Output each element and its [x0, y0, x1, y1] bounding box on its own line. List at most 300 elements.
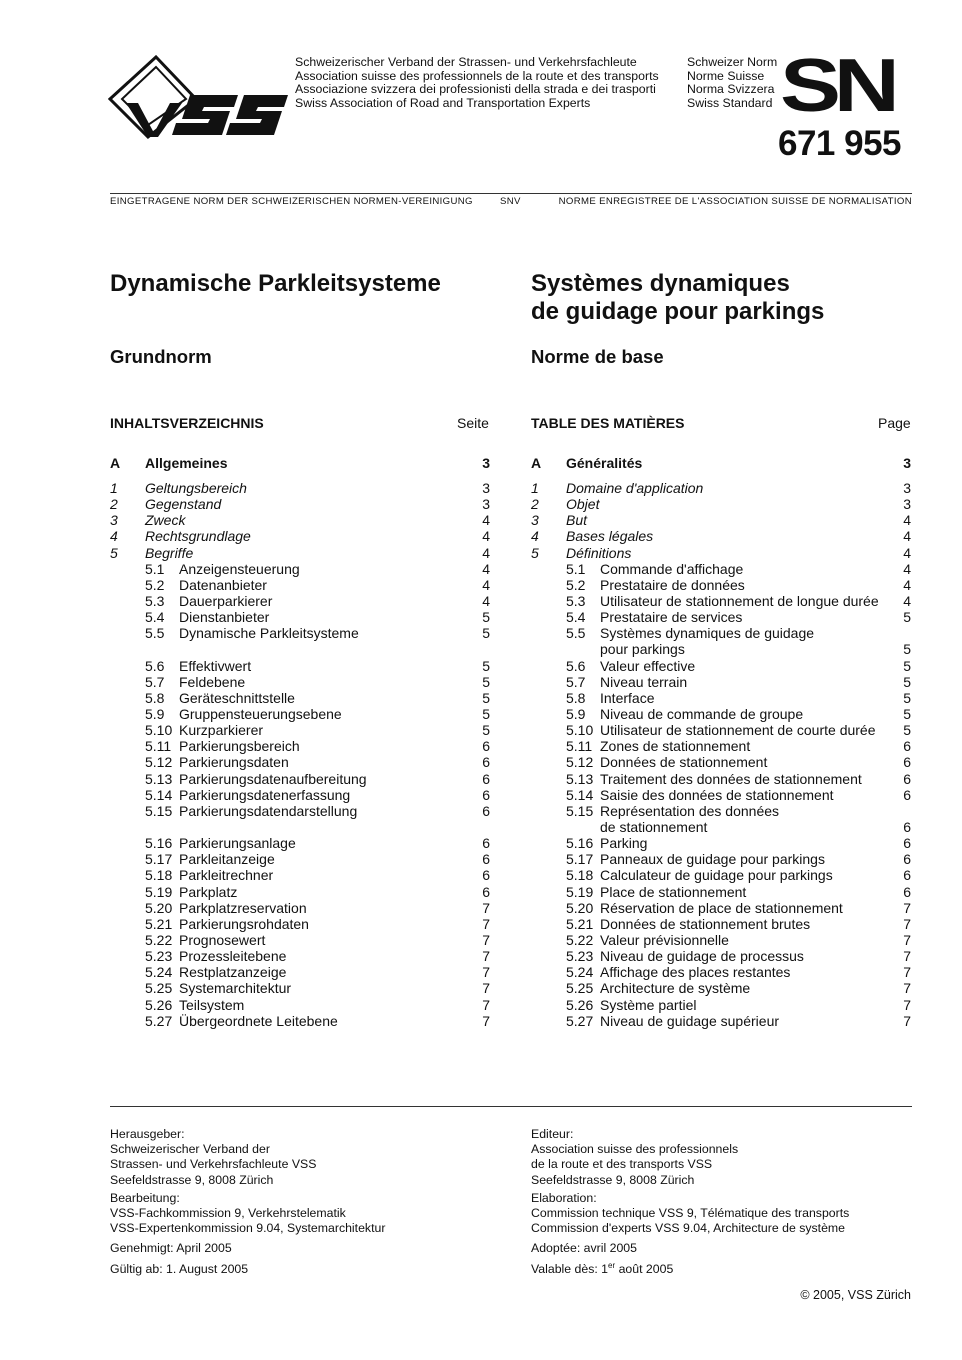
toc-item-title: Zweck: [145, 512, 186, 529]
toc-subitem-page: 6: [482, 770, 490, 787]
toc-item-page: 4: [903, 528, 911, 545]
validity-prefix: Valable dès: 1: [531, 1261, 609, 1276]
toc-subitem: [110, 997, 490, 1013]
toc-subitem-title: Valeur effective: [600, 657, 696, 674]
toc-subitem-page: 5: [903, 657, 911, 674]
footer-fr: [531, 1127, 849, 1277]
toc-subitem: [110, 1013, 490, 1029]
standard-number: 671 955: [778, 124, 902, 163]
toc-subitem-number: 5.16: [145, 835, 173, 852]
toc-subitem-page: 6: [903, 835, 911, 852]
toc-subitem-title: Architecture de système: [600, 980, 751, 997]
toc-subitem-title: Parkierungsdatenerfassung: [179, 786, 351, 803]
org-line-fr: Association suisse des professionnels de la route et des transports: [295, 68, 659, 83]
validity-superscript: er: [608, 1260, 616, 1270]
toc-subitem: [531, 835, 911, 851]
toc-item-number: 3: [110, 512, 118, 529]
toc-subitem-page: 5: [482, 673, 490, 690]
toc-subitem-title: pour parkings: [600, 641, 685, 658]
toc-section-title: Allgemeines: [145, 455, 228, 471]
toc-subitem-number: 5.5: [566, 625, 586, 642]
toc-subitem-number: 5.12: [145, 754, 173, 771]
toc-subitem-title: Prognosewert: [179, 931, 266, 948]
toc-subitem: [110, 674, 490, 690]
toc-section-letter: A: [531, 455, 542, 471]
toc-item: [110, 545, 490, 561]
toc-subitem-number: 5.4: [566, 609, 586, 626]
toc-subitem-title: Dynamische Parkleitsysteme: [179, 625, 359, 642]
toc-subitem: [531, 884, 911, 900]
toc-subitem-title: Geräteschnittstelle: [179, 689, 295, 706]
toc-subitem-page: 7: [903, 1012, 911, 1029]
toc-item: [531, 528, 911, 544]
toc-subitem-number: 5.26: [145, 996, 173, 1013]
toc-subitem: [110, 980, 490, 996]
toc-subitem: [531, 900, 911, 916]
toc-subitem: [531, 577, 911, 593]
toc-subitem: [531, 771, 911, 787]
toc-subitem: [531, 803, 911, 819]
toc-subitem-number: 5.24: [145, 964, 173, 981]
toc-item-title: Bases légales: [566, 528, 654, 545]
toc-subitem: [110, 754, 490, 770]
toc-subitem-page: 6: [903, 770, 911, 787]
toc-subitem: [531, 690, 911, 706]
toc-subitem-number: 5.13: [145, 770, 173, 787]
toc-subitem-title: Parkierungsanlage: [179, 835, 296, 852]
toc-item-page: 3: [903, 496, 911, 513]
toc-subitem: [531, 609, 911, 625]
toc-subitem: [531, 787, 911, 803]
toc-subitem-page: 7: [903, 931, 911, 948]
toc-subitem: [110, 625, 490, 641]
registration-snv: SNV: [500, 196, 521, 207]
toc-item: [531, 480, 911, 496]
org-line-it: Associazione svizzera dei professionisti della strada e dei trasporti: [295, 82, 656, 97]
toc-subitem: [110, 916, 490, 932]
toc-subitem-title: Systemarchitektur: [179, 980, 292, 997]
toc-section-page: 3: [482, 455, 490, 471]
toc-subitem-number: 5.25: [566, 980, 594, 997]
toc-subitem-page: 6: [903, 851, 911, 868]
toc-subitem-number: 5.20: [145, 899, 173, 916]
vss-logo: [108, 55, 288, 140]
toc-subitem-page: 7: [482, 915, 490, 932]
toc-subitem-page: 7: [482, 1012, 490, 1029]
toc-subitem-number: 5.1: [566, 560, 586, 577]
sn-logo: SN: [780, 43, 893, 127]
toc-item-page: 4: [482, 528, 490, 545]
toc-subitem-title: Données de stationnement: [600, 754, 768, 771]
toc-subitem: [110, 658, 490, 674]
toc-subitem-page: 4: [482, 576, 490, 593]
toc-subitem-page: 5: [482, 609, 490, 626]
toc-subitem-page: 6: [903, 883, 911, 900]
toc-subitem: [110, 561, 490, 577]
publisher-line: Association suisse des professionnels: [531, 1142, 739, 1157]
toc-subitem-number: 5.21: [566, 915, 594, 932]
toc-subitem-number: 5.14: [145, 786, 173, 803]
toc-subitem-number: 5.11: [145, 738, 172, 755]
toc-subitem-page: 7: [903, 980, 911, 997]
toc-page-heading-de: Seite: [457, 415, 489, 431]
toc-spacer: [110, 641, 490, 657]
toc-subitem: [531, 980, 911, 996]
toc-subitem-title: Parking: [600, 835, 648, 852]
norm-line-fr: Norme Suisse: [687, 68, 765, 83]
toc-subitem-title: Niveau de guidage de processus: [600, 948, 804, 965]
elaboration-line: Commission technique VSS 9, Télématique des transports: [531, 1206, 850, 1221]
toc-subitem-number: 5.22: [145, 931, 173, 948]
toc-subitem-page: 7: [903, 948, 911, 965]
toc-subitem-number: 5.13: [566, 770, 594, 787]
toc-subitem-title: Système partiel: [600, 996, 697, 1013]
toc-item-number: 3: [531, 512, 539, 529]
toc-subitem-title: Prozessleitebene: [179, 948, 287, 965]
org-line-en: Swiss Association of Road and Transportation Experts: [295, 95, 591, 110]
toc-subitem-page: 6: [482, 738, 490, 755]
toc-subitem-title: Parkplatzreservation: [179, 899, 307, 916]
toc-subitem-page: 6: [482, 851, 490, 868]
toc-subitem: [531, 658, 911, 674]
toc-item-number: 1: [110, 480, 118, 496]
toc-subitem: [110, 593, 490, 609]
toc-subitem-title: Zones de stationnement: [600, 738, 751, 755]
toc-subitem: [531, 706, 911, 722]
toc-subitem-title: Saisie des données de stationnement: [600, 786, 834, 803]
toc-item: [110, 496, 490, 512]
elaboration-line: VSS-Fachkommission 9, Verkehrstelematik: [110, 1206, 346, 1221]
toc-subitem-page: 6: [482, 754, 490, 771]
toc-subitem-number: 5.27: [566, 1012, 594, 1029]
toc-subitem-number: 5.17: [566, 851, 594, 868]
toc-subitem-title: Calculateur de guidage pour parkings: [600, 867, 833, 884]
toc-subitem-page: 7: [482, 980, 490, 997]
toc-section-letter: A: [110, 455, 121, 471]
toc-subitem-number: 5.1: [145, 560, 165, 577]
toc-subitem: [531, 1013, 911, 1029]
toc-subitem-title: Traitement des données de stationnement: [600, 770, 862, 787]
toc-subitem-title: Datenanbieter: [179, 576, 267, 593]
toc-subitem-title: Utilisateur de stationnement de courte durée: [600, 722, 876, 739]
toc-subitem-title: Niveau de guidage supérieur: [600, 1012, 780, 1029]
toc-subitem-title: Réservation de place de stationnement: [600, 899, 843, 916]
publisher-label: Editeur:: [531, 1127, 574, 1141]
toc-subitem-number: 5.5: [145, 625, 165, 642]
validity-date: [531, 1262, 849, 1277]
toc-subitem-continuation: [531, 819, 911, 835]
toc-subitem-title: Utilisateur de stationnement de longue durée: [600, 592, 879, 609]
toc-subitem: [110, 577, 490, 593]
toc-subitem-page: 6: [903, 818, 911, 835]
toc-subitem: [110, 803, 490, 819]
subtitle-de: Grundnorm: [110, 346, 212, 367]
toc-item-number: 4: [531, 528, 539, 545]
toc-item-title: Objet: [566, 496, 600, 513]
toc-section-row: [110, 455, 490, 480]
toc-subitem-number: 5.18: [145, 867, 173, 884]
toc-subitem-number: 5.14: [566, 786, 594, 803]
toc-subitem: [110, 867, 490, 883]
toc-subitem-page: 6: [903, 867, 911, 884]
toc-subitem-title: Représentation des données: [600, 802, 780, 819]
title-fr: [531, 270, 824, 326]
toc-subitem: [110, 722, 490, 738]
toc-item-number: 2: [110, 496, 118, 513]
toc-item-number: 5: [110, 544, 118, 561]
toc-subitem-number: 5.9: [566, 705, 586, 722]
toc-subitem: [531, 722, 911, 738]
toc-subitem-number: 5.15: [566, 802, 594, 819]
toc-subitem-title: Parkierungsbereich: [179, 738, 300, 755]
organisation-names: [295, 56, 659, 110]
toc-subitem-page: 4: [903, 576, 911, 593]
toc-subitem-page: 7: [482, 899, 490, 916]
adoption-date: Adoptée: avril 2005: [531, 1241, 637, 1256]
toc-subitem: [110, 932, 490, 948]
toc-subitem-title: Dauerparkierer: [179, 592, 273, 609]
toc-subitem-number: 5.23: [566, 948, 594, 965]
toc-subitem-title: Feldebene: [179, 673, 246, 690]
toc-subitem-title: Gruppensteuerungsebene: [179, 705, 342, 722]
toc-subitem: [110, 771, 490, 787]
toc-de: [110, 455, 490, 1029]
toc-item-title: Domaine d'application: [566, 480, 704, 496]
toc-item-number: 1: [531, 480, 539, 496]
toc-subitem-page: 5: [903, 689, 911, 706]
toc-item: [531, 512, 911, 528]
toc-subitem-title: Place de stationnement: [600, 883, 747, 900]
vss-logo-graphic: [108, 55, 288, 140]
toc-subitem-number: 5.2: [145, 576, 165, 593]
toc-section-title: Généralités: [566, 455, 643, 471]
toc-subitem-number: 5.21: [145, 915, 173, 932]
toc-subitem-title: Parkierungsdaten: [179, 754, 289, 771]
toc-subitem: [531, 851, 911, 867]
title-fr-line-1: Systèmes dynamiques: [531, 270, 790, 297]
toc-subitem-page: 6: [903, 786, 911, 803]
toc-subitem-title: Restplatzanzeige: [179, 964, 287, 981]
subtitle-fr: Norme de base: [531, 346, 664, 367]
toc-subitem-title: Anzeigensteuerung: [179, 560, 300, 577]
toc-subitem-title: Parkierungsrohdaten: [179, 915, 309, 932]
toc-subitem-page: 5: [482, 722, 490, 739]
toc-subitem-number: 5.27: [145, 1012, 173, 1029]
registration-de: EINGETRAGENE NORM DER SCHWEIZERISCHEN NORMEN-VEREINIGUNG: [110, 196, 473, 207]
toc-subitem-title: Systèmes dynamiques de guidage: [600, 625, 815, 642]
toc-subitem: [110, 690, 490, 706]
toc-subitem-page: 4: [482, 592, 490, 609]
norm-line-it: Norma Svizzera: [687, 82, 775, 97]
toc-subitem-page: 5: [903, 641, 911, 658]
toc-section-page: 3: [903, 455, 911, 471]
toc-subitem-page: 5: [903, 609, 911, 626]
approval-date: Genehmigt: April 2005: [110, 1241, 232, 1256]
toc-item: [531, 496, 911, 512]
toc-item-page: 4: [903, 544, 911, 561]
toc-subitem-page: 7: [482, 964, 490, 981]
toc-subitem-number: 5.2: [566, 576, 586, 593]
toc-subitem-page: 7: [903, 915, 911, 932]
toc-subitem: [110, 964, 490, 980]
registration-fr: NORME ENREGISTREE DE L'ASSOCIATION SUISSE DE NORMALISATION: [558, 196, 912, 207]
toc-subitem-page: 5: [903, 705, 911, 722]
toc-subitem: [110, 835, 490, 851]
toc-item-page: 4: [482, 544, 490, 561]
toc-subitem-page: 7: [482, 931, 490, 948]
toc-subitem-page: 5: [482, 705, 490, 722]
toc-item-number: 5: [531, 544, 539, 561]
toc-subitem: [531, 625, 911, 641]
toc-subitem-page: 4: [903, 592, 911, 609]
toc-subitem-page: 5: [903, 673, 911, 690]
elaboration-line: Commission d'experts VSS 9.04, Architecture de système: [531, 1221, 846, 1236]
toc-subitem-number: 5.3: [566, 592, 586, 609]
toc-subitem-title: de stationnement: [600, 818, 708, 835]
toc-item-title: Gegenstand: [145, 496, 222, 513]
title-fr-line-2: de guidage pour parkings: [531, 298, 825, 325]
toc-subitem-number: 5.25: [145, 980, 173, 997]
publisher-line: Seefeldstrasse 9, 8008 Zürich: [531, 1172, 695, 1187]
toc-subitem-title: Parkplatz: [179, 883, 238, 900]
toc-subitem-page: 5: [903, 722, 911, 739]
toc-subitem-number: 5.23: [145, 948, 173, 965]
publisher-label: Herausgeber:: [110, 1127, 185, 1141]
title-de: Dynamische Parkleitsysteme: [110, 270, 441, 297]
elaboration-label: Elaboration:: [531, 1190, 597, 1205]
toc-subitem-page: 7: [482, 948, 490, 965]
toc-item-number: 2: [531, 496, 539, 513]
toc-subitem-number: 5.8: [566, 689, 586, 706]
toc-subitem-page: 6: [482, 802, 490, 819]
toc-subitem-page: 7: [903, 964, 911, 981]
toc-subitem-page: 6: [482, 867, 490, 884]
toc-subitem-number: 5.19: [566, 883, 594, 900]
toc-subitem-number: 5.7: [145, 673, 165, 690]
toc-subitem-number: 5.4: [145, 609, 165, 626]
toc-subitem-number: 5.8: [145, 689, 165, 706]
toc-subitem-title: Panneaux de guidage pour parkings: [600, 851, 825, 868]
toc-subitem-title: Parkleitrechner: [179, 867, 274, 884]
toc-item-number: 4: [110, 528, 118, 545]
toc-subitem-title: Prestataire de données: [600, 576, 745, 593]
toc-subitem-page: 6: [482, 786, 490, 803]
validity-suffix: août 2005: [615, 1261, 674, 1276]
toc-subitem-title: Effektivwert: [179, 657, 252, 674]
toc-subitem-number: 5.10: [566, 722, 594, 739]
toc-fr: [531, 455, 911, 1029]
toc-subitem-page: 7: [903, 996, 911, 1013]
toc-subitem: [531, 674, 911, 690]
toc-subitem-number: 5.16: [566, 835, 594, 852]
toc-item: [531, 545, 911, 561]
toc-subitem-title: Interface: [600, 689, 655, 706]
toc-item-title: Geltungsbereich: [145, 480, 247, 496]
toc-subitem-number: 5.10: [145, 722, 173, 739]
toc-subitem-title: Parkierungsdatendarstellung: [179, 802, 358, 819]
toc-subitem-number: 5.26: [566, 996, 594, 1013]
toc-subitem-title: Niveau terrain: [600, 673, 688, 690]
toc-subitem-page: 7: [482, 996, 490, 1013]
toc-subitem-number: 5.9: [145, 705, 165, 722]
toc-subitem: [110, 851, 490, 867]
toc-subitem: [110, 948, 490, 964]
toc-item-title: But: [566, 512, 588, 529]
toc-subitem-number: 5.18: [566, 867, 594, 884]
norm-line-de: Schweizer Norm: [687, 55, 778, 69]
toc-subitem-title: Valeur prévisionnelle: [600, 931, 729, 948]
toc-subitem: [531, 593, 911, 609]
toc-subitem: [531, 916, 911, 932]
org-line-de: Schweizerischer Verband der Strassen- und Verkehrsfachleute: [295, 55, 637, 69]
toc-subitem-number: 5.15: [145, 802, 173, 819]
toc-item-page: 3: [482, 480, 490, 496]
toc-item-page: 4: [903, 512, 911, 529]
toc-subitem: [110, 706, 490, 722]
toc-subitem-number: 5.3: [145, 592, 165, 609]
elaboration-line: VSS-Expertenkommission 9.04, Systemarchitektur: [110, 1221, 386, 1236]
toc-subitem-page: 7: [903, 899, 911, 916]
validity-date: Gültig ab: 1. August 2005: [110, 1261, 249, 1276]
toc-subitem: [531, 948, 911, 964]
toc-subitem-title: Teilsystem: [179, 996, 245, 1013]
footer-de: [110, 1127, 385, 1277]
toc-item: [110, 512, 490, 528]
toc-subitem: [110, 900, 490, 916]
toc-heading-fr: TABLE DES MATIÈRES: [531, 415, 685, 431]
toc-subitem-number: 5.11: [566, 738, 593, 755]
toc-subitem-page: 6: [903, 738, 911, 755]
toc-item-page: 4: [482, 512, 490, 529]
toc-item-title: Begriffe: [145, 544, 194, 561]
toc-subitem-title: Données de stationnement brutes: [600, 915, 811, 932]
copyright: © 2005, VSS Zürich: [800, 1288, 911, 1302]
publisher-line: Strassen- und Verkehrsfachleute VSS: [110, 1157, 317, 1172]
toc-subitem: [110, 787, 490, 803]
toc-item-title: Définitions: [566, 544, 632, 561]
toc-item: [110, 480, 490, 496]
elaboration-label: Bearbeitung:: [110, 1190, 180, 1205]
toc-subitem: [531, 867, 911, 883]
toc-subitem-page: 5: [482, 657, 490, 674]
toc-subitem-page: 5: [482, 625, 490, 642]
toc-subitem: [110, 609, 490, 625]
toc-subitem-title: Commande d'affichage: [600, 560, 744, 577]
toc-subitem: [110, 738, 490, 754]
toc-item: [110, 528, 490, 544]
toc-subitem: [531, 754, 911, 770]
toc-item-title: Rechtsgrundlage: [145, 528, 251, 545]
toc-subitem-number: 5.24: [566, 964, 594, 981]
toc-section-row: [531, 455, 911, 480]
publisher-line: Seefeldstrasse 9, 8008 Zürich: [110, 1172, 274, 1187]
norm-type-names: [687, 56, 777, 110]
toc-page-heading-fr: Page: [878, 415, 911, 431]
toc-subitem-number: 5.7: [566, 673, 586, 690]
footer-divider: [110, 1106, 912, 1107]
toc-subitem-title: Kurzparkierer: [179, 722, 264, 739]
toc-item-page: 3: [482, 496, 490, 513]
toc-subitem-title: Parkleitanzeige: [179, 851, 275, 868]
toc-heading-de: INHALTSVERZEICHNIS: [110, 415, 264, 431]
toc-subitem: [531, 561, 911, 577]
toc-subitem: [110, 884, 490, 900]
header-divider: [110, 193, 912, 194]
toc-subitem-number: 5.17: [145, 851, 173, 868]
toc-subitem-number: 5.20: [566, 899, 594, 916]
toc-subitem-number: 5.6: [145, 657, 165, 674]
toc-subitem-page: 5: [482, 689, 490, 706]
